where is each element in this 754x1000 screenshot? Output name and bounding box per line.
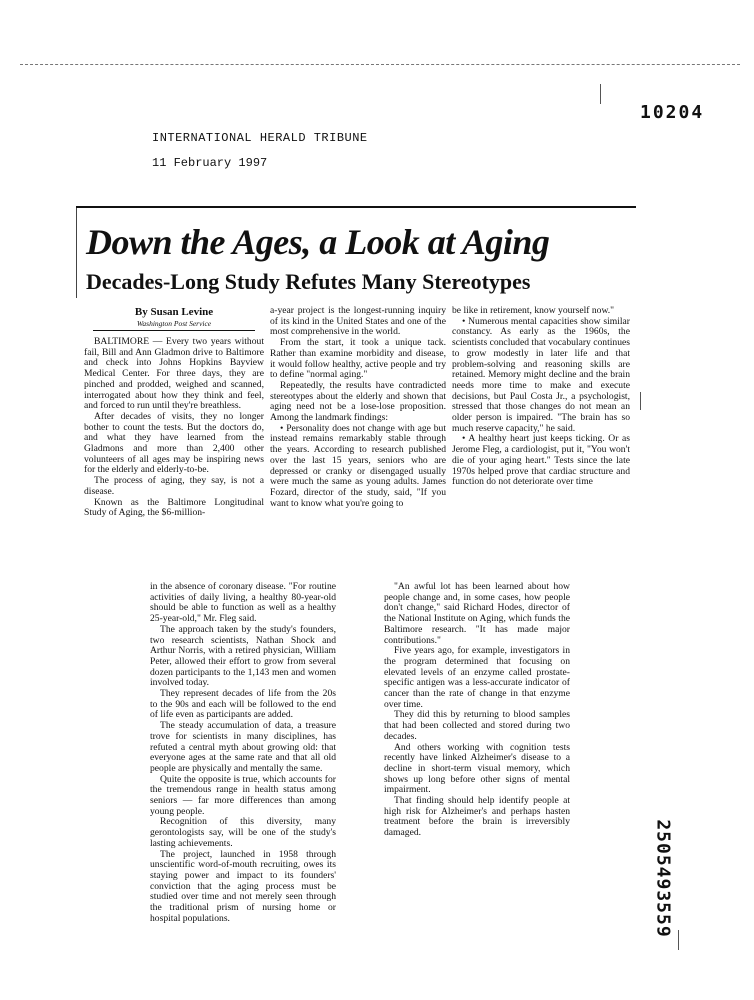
article-column-4 xyxy=(150,582,336,958)
publication-date: 11 February 1997 xyxy=(152,156,268,170)
byline-service: Washington Post Service xyxy=(136,319,212,328)
paragraph: Five years ago, for example, investigators in the program determined that focusing on elevated levels of an enzyme called prostate-specific antigen was a less-accurate indicator of cancer than the rate of change in that enzyme over time. xyxy=(384,645,570,710)
paragraph: "An awful lot has been learned about how people change and, in some cases, how people don't change," said Richard Hodes, director of the National Institute on Aging, which funds the Baltimore research. "It has made major contributions." xyxy=(384,582,570,646)
paragraph: BALTIMORE — Every two years without fail, Bill and Ann Gladmon drive to Baltimore and check into Johns Hopkins Bayview Medical Center. For three days, they are pinched and prodded, weighed and scanned, interrogated about how they think and feel, and forced to run until they're breathless. xyxy=(84,336,264,412)
document-number: 10204 xyxy=(640,102,705,123)
byline-rule xyxy=(93,330,255,331)
newspaper-source: INTERNATIONAL HERALD TRIBUNE xyxy=(152,131,368,145)
paragraph: The process of aging, they say, is not a disease. xyxy=(84,475,264,497)
scan-top-dashed-line xyxy=(20,64,740,65)
article-column-5 xyxy=(384,582,570,848)
article-subheadline: Decades-Long Study Refutes Many Stereotypes xyxy=(86,269,531,294)
bates-number: 2505493559 xyxy=(652,818,674,938)
article-column-2 xyxy=(270,306,446,541)
paragraph: And others working with cognition tests recently have linked Alzheimer's disease to a decline in short-term visual memory, which shows up long before other signs of mental impairment. xyxy=(384,741,570,796)
paragraph: The project, launched in 1958 through unscientific word-of-mouth recruiting, owes its staying power and impact to its founders' conviction that the aging process must be studied over time and not merely seen through the traditional prism of nursing home or hospital populations. xyxy=(150,848,336,924)
paragraph: Known as the Baltimore Longitudinal Study of Aging, the $6-million- xyxy=(84,496,264,519)
scan-mark xyxy=(600,84,601,104)
paragraph: Repeatedly, the results have contradicted stereotypes about the elderly and shown that aging need not be a lose-lose proposition. Among the landmark findings: xyxy=(270,379,446,424)
paragraph: They did this by returning to blood samples that had been collected and stored during two decades. xyxy=(384,709,570,742)
article-headline: Down the Ages, a Look at Aging xyxy=(86,222,550,262)
article-column-1 xyxy=(84,306,264,541)
paragraph: be like in retirement, know yourself now." xyxy=(452,306,615,316)
paragraph: • Personality does not change with age but instead remains remarkably stable through the years. According to research published over the last 15 years, seniors who are depressed or cranky or disengaged usually were much the same as young adults. James Fozard, director of the study, said, "If you want to know what you're going to xyxy=(270,422,446,509)
paragraph: in the absence of coronary disease. "For routine activities of daily living, a healthy 80-year-old should be able to function as well as a healthy 25-year-old," Mr. Fleg said. xyxy=(150,582,336,625)
scan-mark xyxy=(678,930,679,950)
paragraph: That finding should help identify people at high risk for Alzheimer's and perhaps hasten treatment before the brain is irreversibly damaged. xyxy=(384,795,570,839)
clipping-top-rule xyxy=(76,206,636,208)
paragraph: From the start, it took a unique tack. Rather than examine morbidity and disease, it would follow healthy, active people and try to define "normal aging." xyxy=(270,337,446,381)
paragraph: After decades of visits, they no longer bother to count the tests. But the doctors do, and what they have learned from the Gladmons and more than 2,400 other volunteers of all ages may be inspiring news for the elderly and elderly-to-be. xyxy=(84,410,264,476)
paragraph: Quite the opposite is true, which accounts for the tremendous range in health status among seniors — far more differences than among young people. xyxy=(150,773,336,817)
paragraph: • Numerous mental capacities show similar constancy. As early as the 1960s, the scientists concluded that vocabulary continues to grow modestly in later life and that problem-solving and reasoning skills are retained. Memory might decline and the brain needs more time to make and execute decisions, but Paul Costa Jr., a psychologist, stressed that those changes do not mean an older person is impaired. "The brain has so much reserve capacity," he said. xyxy=(452,315,630,434)
paragraph: The steady accumulation of data, a treasure trove for scientists in many disciplines, has refuted a central myth about growing old: that everyone ages at the same rate and that all old people are physically and mentally the same. xyxy=(150,720,336,774)
byline-author: By Susan Levine xyxy=(134,306,214,318)
paragraph: Recognition of this diversity, many gerontologists say, will be one of the study's lasting achievements. xyxy=(150,816,336,849)
scan-mark xyxy=(640,392,641,410)
article-column-3 xyxy=(452,306,630,541)
paragraph: The approach taken by the study's founders, two research scientists, Nathan Shock and Arthur Norris, with a retired physician, William Peter, allowed their effort to grow from several dozen participants to the 1,143 men and women involved today. xyxy=(150,623,336,689)
paragraph: a-year project is the longest-running inquiry of its kind in the United States and one of the most comprehensive in the world. xyxy=(270,306,446,338)
paragraph: They represent decades of life from the 20s to the 90s and each will be followed to the end of life even as participants are added. xyxy=(150,688,336,721)
paragraph: • A healthy heart just keeps ticking. Or as Jerome Fleg, a cardiologist, put it, "You won't die of your aging heart." Tests since the late 1970s helped prove that cardiac structure and function do not deteriorate over time xyxy=(452,433,630,488)
byline xyxy=(84,306,264,331)
clipping-left-edge xyxy=(76,208,77,298)
bates-stamp xyxy=(641,818,685,938)
